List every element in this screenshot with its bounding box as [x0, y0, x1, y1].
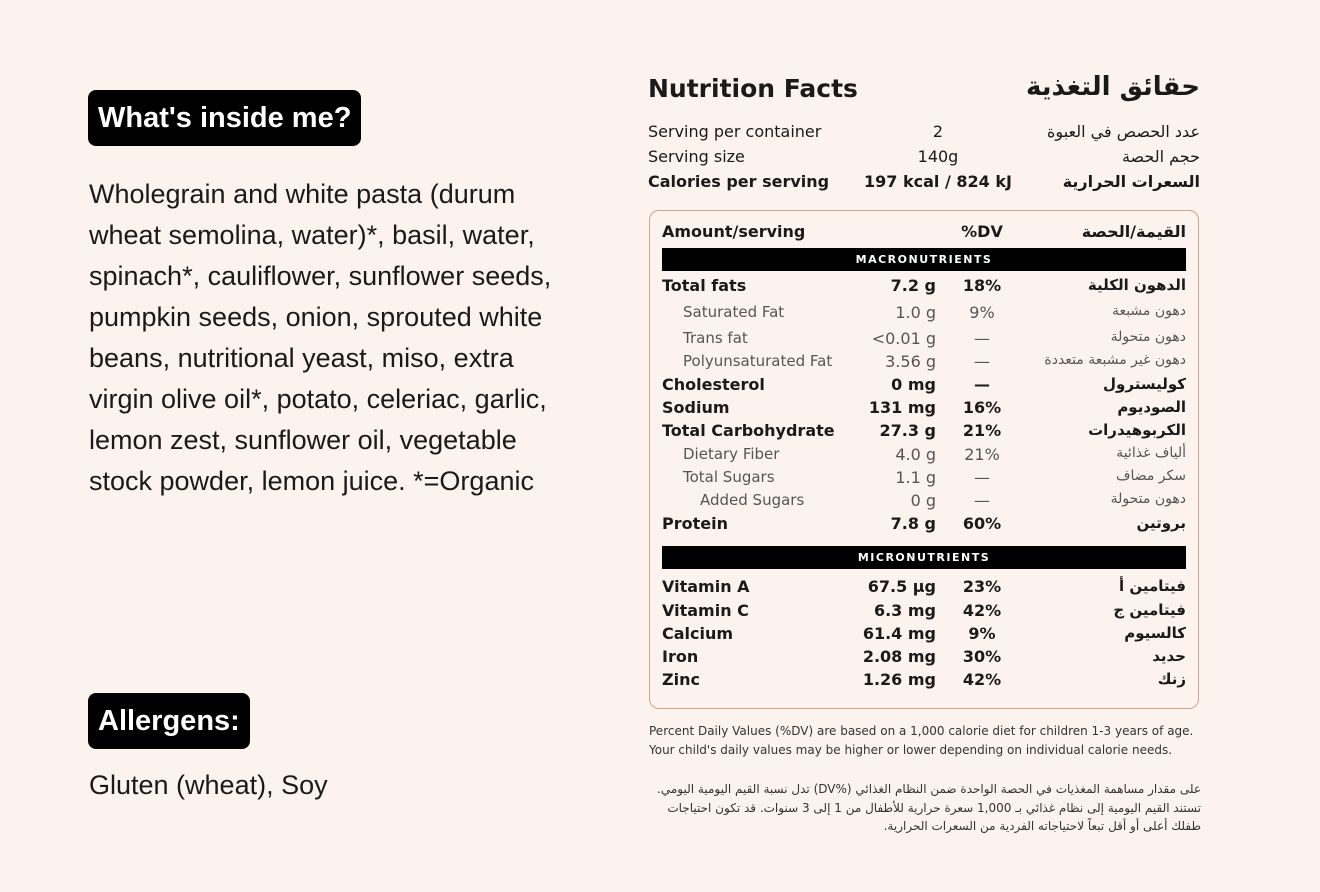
nutrition-facts-title-ar: حقائق التغذية: [1026, 72, 1200, 102]
table-header-row: [662, 222, 1186, 244]
nutrient-amount: 27.3 g: [879, 421, 936, 440]
serving-value: 140g: [917, 147, 959, 166]
nutrient-name: Added Sugars: [700, 491, 805, 509]
nutrient-row-total-fats: [662, 276, 1186, 298]
nutrient-name-ar: الصوديوم: [1117, 398, 1186, 416]
nutrient-name: Dietary Fiber: [683, 445, 780, 463]
nutrient-name-ar: زنك: [1157, 670, 1186, 688]
nutrient-amount: 1.0 g: [895, 303, 936, 322]
nutrient-name-ar: الكربوهيدرات: [1088, 421, 1186, 439]
nutrient-dv: —: [974, 375, 990, 394]
nutrient-amount: 1.26 mg: [862, 670, 936, 689]
nutrient-name: Polyunsaturated Fat: [683, 352, 833, 370]
allergens-heading: Allergens:: [88, 693, 250, 749]
servings-per-container-row: [648, 122, 1200, 147]
serving-label: Serving size: [648, 147, 745, 166]
nutrient-name: Total Carbohydrate: [662, 421, 835, 440]
nutrient-row-vitamin-a: [662, 577, 1186, 599]
nutrient-dv: 21%: [962, 421, 1002, 440]
nutrient-name: Saturated Fat: [683, 303, 785, 321]
nutrient-dv: 23%: [962, 577, 1002, 596]
nutrient-name: Protein: [662, 514, 728, 533]
nutrient-amount: 4.0 g: [895, 445, 936, 464]
footnote-ar: على مقدار مساهمة المغذيات في الحصة الواحدة ضمن النظام الغذائي (%DV) تدل نسبة القيم اليومية اليومي. تستند القيم اليومية إلى نظام غذائي بـ 1,000 سعرة حرارية للأطفال من 1 إلى 3 سنوات. قد تكون احتياجات طفلك أعلى أو أقل تبعاً لاحتياجاته الفردية من السعرات الحرارية.: [657, 782, 1201, 833]
nutrient-name: Trans fat: [683, 329, 748, 347]
nutrient-row-total-carbohydrate: [662, 421, 1186, 443]
nutrient-name: Calcium: [662, 624, 734, 643]
nutrient-dv: 60%: [962, 514, 1002, 533]
macronutrients-band: MACRONUTRIENTS: [662, 248, 1186, 271]
nutrient-row-total-sugars: [662, 468, 1186, 490]
nutrient-dv: 42%: [962, 670, 1002, 689]
nutrient-name-ar: دهون متحولة: [1110, 491, 1186, 507]
nutrient-name: Vitamin C: [662, 601, 749, 620]
nutrient-row-trans-fat: [662, 329, 1186, 351]
nutrient-dv: 18%: [962, 276, 1002, 295]
serving-label: Serving per container: [648, 122, 822, 141]
serving-label: Calories per serving: [648, 172, 830, 191]
nutrient-dv: —: [974, 468, 990, 487]
nutrient-row-dietary-fiber: [662, 445, 1186, 467]
serving-value: 2: [932, 122, 944, 141]
nutrient-amount: 7.2 g: [890, 276, 936, 295]
nutrient-dv: —: [974, 352, 990, 371]
nutrient-name-ar: سكر مضاف: [1115, 468, 1186, 484]
nutrient-dv: 42%: [962, 601, 1002, 620]
serving-size-row: [648, 147, 1200, 172]
serving-label-ar: عدد الحصص في العبوة: [1047, 122, 1200, 141]
nutrient-dv: 9%: [968, 624, 996, 643]
nutrient-name-ar: فيتامين أ: [1119, 577, 1186, 595]
serving-label-ar: حجم الحصة: [1121, 147, 1200, 166]
nutrient-amount: <0.01 g: [871, 329, 936, 348]
nutrient-amount: 1.1 g: [895, 468, 936, 487]
nutrient-amount: 2.08 mg: [862, 647, 936, 666]
ingredients-text: Wholegrain and white pasta (durum wheat semolina, water)*, basil, water, spinach*, cauliflower, sunflower seeds, pumpkin seeds, onion, sprouted white beans, nutritional yeast, miso, extra virgin olive oil*, potato, celeriac, garlic, lemon zest, sunflower oil, vegetable stock powder, lemon juice. *=Organic: [89, 179, 552, 496]
dv-header: %DV: [961, 222, 1003, 241]
nutrient-amount: 3.56 g: [885, 352, 936, 371]
nutrient-name-ar: بروتين: [1136, 514, 1186, 532]
nutrient-name: Vitamin A: [662, 577, 750, 596]
footnote-en: Percent Daily Values (%DV) are based on a 1,000 calorie diet for children 1-3 years of age. Your child's daily values may be higher or lower depending on individual calorie needs.: [649, 724, 1194, 757]
nutrient-name-ar: دهون غير مشبعة متعددة: [1044, 352, 1186, 368]
nutrient-amount: 67.5 μg: [867, 577, 936, 596]
nutrient-dv: 16%: [962, 398, 1002, 417]
calories-row: [648, 172, 1200, 197]
nutrient-dv: 30%: [962, 647, 1002, 666]
nutrient-name: Zinc: [662, 670, 700, 689]
nutrient-name-ar: كوليسترول: [1103, 375, 1186, 393]
nutrient-name: Sodium: [662, 398, 730, 417]
nutrient-row-added-sugars: [662, 491, 1186, 513]
nutrient-row-calcium: [662, 624, 1186, 646]
nutrient-row-sodium: [662, 398, 1186, 420]
nutrient-amount: 61.4 mg: [862, 624, 936, 643]
nutrient-amount: 0 g: [910, 491, 936, 510]
whats-inside-heading: What's inside me?: [88, 90, 361, 146]
nutrient-row-iron: [662, 647, 1186, 669]
amount-serving-header-ar: القيمة/الحصة: [1081, 222, 1186, 241]
nutrient-dv: —: [974, 329, 990, 348]
serving-value: 197 kcal / 824 kJ: [864, 172, 1012, 191]
nutrient-name: Cholesterol: [662, 375, 765, 394]
nutrient-amount: 131 mg: [868, 398, 936, 417]
nutrient-dv: —: [974, 491, 990, 510]
nutrient-name-ar: كالسيوم: [1124, 624, 1186, 642]
nutrient-amount: 7.8 g: [890, 514, 936, 533]
nutrient-row-cholesterol: [662, 375, 1186, 397]
nutrient-row-protein: [662, 514, 1186, 536]
micronutrients-band: MICRONUTRIENTS: [662, 546, 1186, 569]
nutrient-dv: 9%: [969, 303, 995, 322]
nutrient-row-zinc: [662, 670, 1186, 692]
nutrient-dv: 21%: [964, 445, 1000, 464]
nutrient-name: Total Sugars: [683, 468, 775, 486]
nutrient-name-ar: ألياف غذائية: [1116, 445, 1186, 461]
nutrient-row-vitamin-c: [662, 601, 1186, 623]
nutrient-row-polyunsaturated-fat: [662, 352, 1186, 374]
nutrition-facts-title: Nutrition Facts: [648, 74, 858, 103]
nutrient-name-ar: حديد: [1152, 647, 1186, 665]
nutrient-amount: 6.3 mg: [873, 601, 936, 620]
nutrient-name-ar: الدهون الكلية: [1087, 276, 1186, 294]
allergens-text: Gluten (wheat), Soy: [89, 770, 328, 800]
nutrient-name-ar: دهون متحولة: [1110, 329, 1186, 345]
nutrient-row-saturated-fat: [662, 303, 1186, 325]
nutrient-name-ar: دهون مشبعة: [1111, 303, 1186, 319]
nutrient-name: Iron: [662, 647, 699, 666]
nutrient-name-ar: فيتامين ج: [1113, 601, 1186, 619]
nutrient-name: Total fats: [662, 276, 747, 295]
amount-serving-header: Amount/serving: [662, 222, 806, 241]
nutrient-amount: 0 mg: [891, 375, 936, 394]
serving-label-ar: السعرات الحرارية: [1062, 172, 1200, 191]
